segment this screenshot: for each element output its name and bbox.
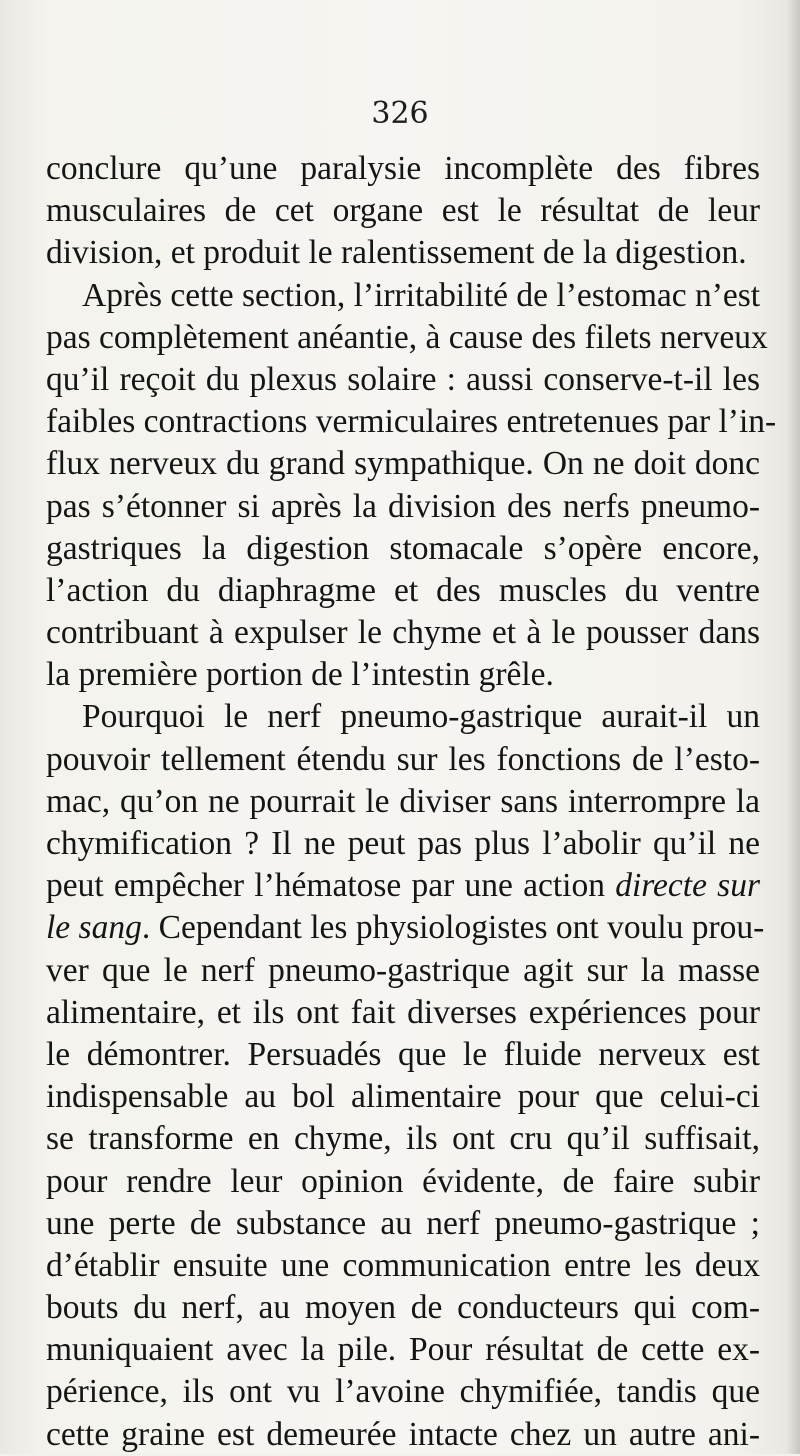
text-line: pas complètement anéantie, à cause des filets nerveux [46,318,768,356]
text-line: cette graine est demeurée intacte chez un autre ani- [46,1415,760,1453]
text-line [46,865,760,907]
italic-phrase: le sang [46,909,142,947]
text-line: indispensable au bol alimentaire pour que celui-ci [46,1078,760,1116]
page-edge-shadow [786,0,800,1454]
text-segment: peut empêcher l’hématose par une action [46,867,605,905]
text-line: division, et produit le ralentissement de la digestion. [46,234,747,272]
text-line: flux nerveux du grand sympathique. On ne doit donc [46,445,760,483]
text-line: mac, qu’on ne pourrait le diviser sans interrompre la [46,782,760,820]
text-line: la première portion de l’intestin grêle. [46,656,554,694]
text-line: contribuant à expulser le chyme et à le pousser dans [46,614,760,652]
text-line: périence, ils ont vu l’avoine chymifiée, tandis que [46,1373,760,1411]
text-line: pour rendre leur opinion évidente, de faire subir [46,1162,760,1200]
text-line: une perte de substance au nerf pneumo-gastrique ; [46,1204,760,1242]
text-line: muniquaient avec la pile. Pour résultat de cette ex- [46,1331,760,1369]
text-line: l’action du diaphragme et des muscles du ventre [46,571,760,609]
text-line: musculaires de cet organe est le résultat de leur [46,192,760,230]
text-line: alimentaire, et ils ont fait diverses expériences pour [46,993,760,1031]
text-line: pas s’étonner si après la division des nerfs pneumo- [46,487,760,525]
text-line: qu’il reçoit du plexus solaire : aussi conserve-t-il les [46,360,760,398]
text-line: bouts du nerf, au moyen de conducteurs qui com- [46,1289,760,1327]
text-line: gastriques la digestion stomacale s’opère encore, [46,529,760,567]
text-line: chymification ? Il ne peut pas plus l’abolir qu’il ne [46,825,760,862]
text-line: pouvoir tellement étendu sur les fonctions de l’esto- [46,740,760,778]
italic-phrase: directe sur [615,867,760,905]
text-line: conclure qu’une paralysie incomplète des fibres [46,150,760,187]
text-line: ver que le nerf pneumo-gastrique agit sur la masse [46,951,760,989]
text-line: le démontrer. Persuadés que le fluide nerveux est [46,1035,760,1073]
text-line: d’établir ensuite une communication entre les deux [46,1246,760,1284]
body-text [46,148,777,1456]
text-line: se transforme en chyme, ils ont cru qu’il suffisait, [46,1120,760,1158]
text-segment: . Cependant les physiologistes ont voulu prou- [141,909,765,947]
text-line: Après cette section, l’irritabilité de l’estomac n’est [82,276,761,314]
page-number: 326 [371,96,429,131]
text-line: faibles contractions vermiculaires entretenues par l’in- [46,403,777,441]
text-line [46,907,765,949]
text-line: Pourquoi le nerf pneumo-gastrique aurait-il un [82,698,760,736]
